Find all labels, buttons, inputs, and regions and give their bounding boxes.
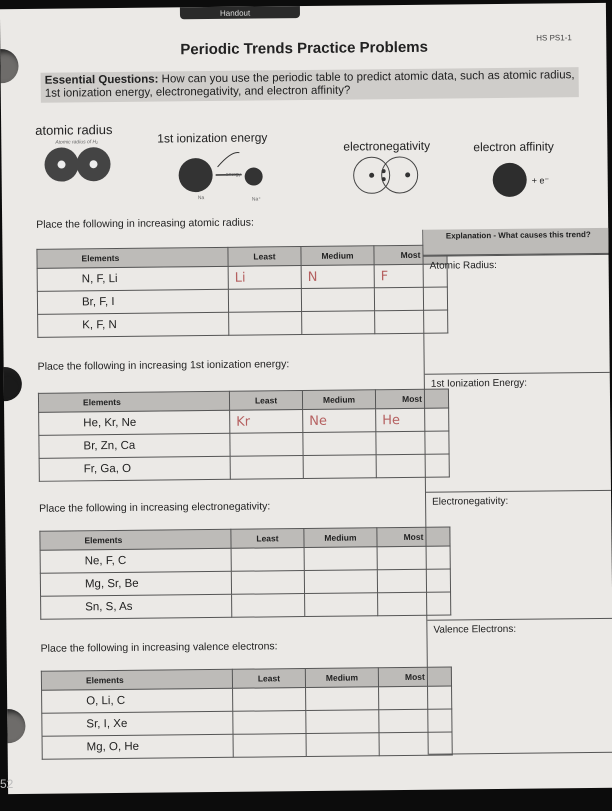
category-atomic-radius: atomic radius	[35, 122, 113, 138]
answer-least[interactable]	[228, 289, 301, 313]
elements-cell: Mg, O, He	[42, 734, 233, 759]
col-most: Most	[375, 389, 448, 409]
answer-least[interactable]	[231, 548, 304, 572]
na-plus-label: Na⁺	[251, 196, 261, 203]
answer-least[interactable]: Kr	[230, 410, 303, 434]
col-medium: Medium	[304, 528, 377, 548]
col-least: Least	[228, 247, 301, 267]
h2-molecule-icon	[37, 144, 117, 185]
answer-medium[interactable]	[306, 687, 379, 711]
explanation-ionization[interactable]: 1st Ionization Energy:	[425, 372, 612, 492]
elements-cell: Br, F, I	[37, 289, 228, 314]
binder-hole	[0, 49, 19, 83]
col-medium: Medium	[301, 246, 374, 266]
col-elements: Elements	[37, 247, 228, 268]
energy-label: energy	[225, 171, 241, 178]
table-ionization	[38, 389, 450, 482]
essential-questions	[41, 67, 579, 103]
electron-affinity-atom-icon	[490, 160, 530, 200]
col-least: Least	[231, 529, 304, 549]
answer-least[interactable]	[231, 571, 304, 595]
explanation-valence[interactable]: Valence Electrons:	[427, 618, 612, 755]
table-electronegativity	[39, 527, 451, 620]
table-row	[38, 310, 448, 337]
col-most: Most	[378, 667, 451, 687]
page-title: Periodic Trends Practice Problems	[180, 38, 429, 59]
essential-text: How can you use the periodic table to predict atomic data, such as atomic radius, 1st ionization energy, electronegativity, and electron affinity?	[44, 69, 575, 100]
answer-least[interactable]	[230, 456, 303, 480]
answer-medium[interactable]	[303, 432, 376, 456]
elements-cell: O, Li, C	[42, 688, 233, 713]
electronegativity-diagram-icon	[345, 153, 425, 198]
category-electron-affinity: electron affinity	[473, 139, 554, 155]
explanation-heading: Explanation - What causes this trend?	[423, 228, 612, 256]
answer-medium[interactable]	[306, 710, 379, 734]
answer-least[interactable]	[233, 711, 306, 735]
answer-medium[interactable]: N	[301, 265, 374, 289]
table-atomic-radius	[36, 245, 448, 338]
answer-medium[interactable]	[305, 593, 378, 617]
answer-medium[interactable]	[301, 288, 374, 312]
binder-hole	[0, 709, 26, 743]
col-medium: Medium	[305, 668, 378, 688]
answer-least[interactable]	[233, 734, 306, 758]
col-most: Most	[377, 527, 450, 547]
col-least: Least	[229, 391, 302, 411]
explanation-atomic-radius[interactable]: Atomic Radius:	[424, 254, 612, 374]
prompt-valence: Place the following in increasing valence electrons:	[40, 640, 278, 655]
answer-least[interactable]	[233, 688, 306, 712]
elements-cell: Mg, Sr, Be	[40, 571, 231, 596]
answer-least[interactable]	[229, 312, 302, 336]
explanation-column	[422, 228, 612, 755]
col-elements: Elements	[41, 669, 232, 690]
atomic-radius-caption: Atomic radius of H₂	[55, 139, 99, 146]
answer-most[interactable]: He	[376, 408, 449, 432]
ea-formula: + e⁻	[531, 175, 550, 186]
col-least: Least	[232, 669, 305, 689]
category-ionization: 1st ionization energy	[157, 130, 268, 146]
elements-cell: Sn, S, As	[41, 594, 232, 619]
worksheet-page	[0, 3, 612, 794]
col-elements: Elements	[38, 391, 229, 412]
table-valence	[41, 666, 453, 759]
page-number: 52	[0, 777, 14, 791]
binder-hole	[0, 367, 22, 401]
handout-label: Handout	[219, 8, 251, 18]
elements-cell: Ne, F, C	[40, 548, 231, 573]
answer-least[interactable]	[230, 433, 303, 457]
answer-medium[interactable]	[304, 547, 377, 571]
na-label: Na	[197, 195, 205, 202]
answer-medium[interactable]	[303, 455, 376, 479]
standard-code: HS PS1-1	[536, 33, 572, 43]
answer-least[interactable]	[232, 594, 305, 618]
category-electronegativity: electronegativity	[343, 138, 431, 154]
answer-least[interactable]: Li	[228, 266, 301, 290]
col-most: Most	[374, 245, 447, 265]
elements-cell: Sr, I, Xe	[42, 711, 233, 736]
col-elements: Elements	[40, 529, 231, 550]
prompt-electronegativity: Place the following in increasing electronegativity:	[39, 500, 271, 515]
elements-cell: Br, Zn, Ca	[39, 433, 230, 458]
elements-cell: K, F, N	[38, 312, 229, 337]
elements-cell: N, F, Li	[37, 266, 228, 291]
elements-cell: He, Kr, Ne	[39, 410, 230, 435]
answer-medium[interactable]	[304, 570, 377, 594]
table-row	[42, 732, 452, 759]
answer-most[interactable]: F	[374, 264, 447, 288]
prompt-atomic-radius: Place the following in increasing atomic radius:	[36, 216, 254, 231]
answer-medium[interactable]: Ne	[303, 409, 376, 433]
essential-label: Essential Questions:	[44, 73, 159, 87]
explanation-electronegativity[interactable]: Electronegativity:	[426, 490, 612, 620]
answer-medium[interactable]	[302, 311, 375, 335]
table-row	[39, 454, 449, 481]
answer-medium[interactable]	[306, 733, 379, 757]
elements-cell: Fr, Ga, O	[39, 456, 230, 481]
table-row	[41, 592, 451, 619]
prompt-ionization: Place the following in increasing 1st ionization energy:	[37, 358, 290, 373]
col-medium: Medium	[302, 390, 375, 410]
